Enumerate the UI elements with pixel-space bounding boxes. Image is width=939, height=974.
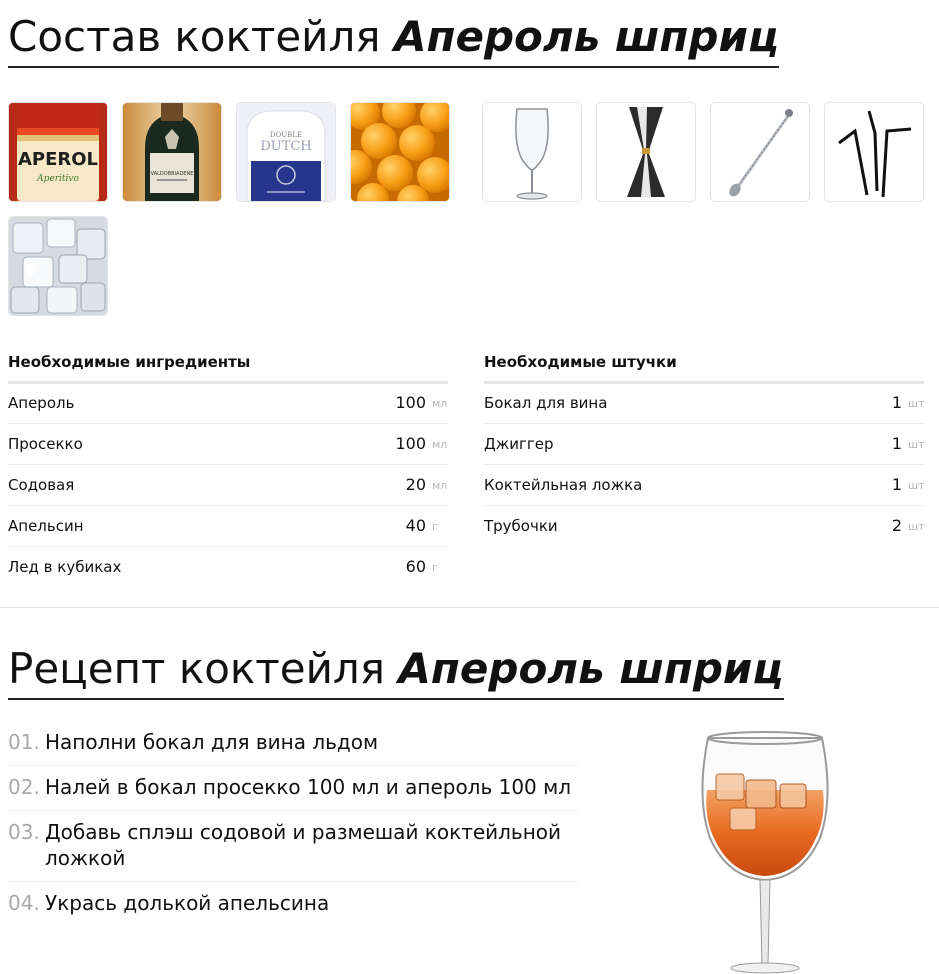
step-number: 01. xyxy=(8,730,40,754)
aperol-sub-text: Aperitivo xyxy=(37,174,79,184)
ingredients-list-title: Необходимые ингредиенты xyxy=(8,352,448,384)
step-text: Добавь сплэш содовой и размешай коктейльной ложкой xyxy=(45,820,562,870)
ingredient-qty: 40 xyxy=(405,516,426,535)
tool-qty: 1 xyxy=(891,434,902,453)
step-text: Укрась долькой апельсина xyxy=(45,891,330,915)
ingredient-row xyxy=(8,465,448,506)
ingredient-image-soda[interactable] xyxy=(236,102,336,202)
jigger-image xyxy=(597,103,695,201)
ingredient-image-prosecco[interactable] xyxy=(122,102,222,202)
tool-qty: 1 xyxy=(891,475,902,494)
recipe-step xyxy=(8,882,578,926)
ingredient-name: Апероль xyxy=(8,394,75,412)
tool-row xyxy=(484,506,924,546)
ingredient-image-orange[interactable] xyxy=(350,102,450,202)
ingredient-image-aperol[interactable] xyxy=(8,102,108,202)
tool-qty: 1 xyxy=(891,393,902,412)
tool-row xyxy=(484,383,924,424)
tool-row xyxy=(484,465,924,506)
ingredient-unit: мл xyxy=(432,397,448,410)
recipe-steps xyxy=(8,721,578,926)
wine-glass-image xyxy=(483,103,581,201)
tools-list-title: Необходимые штучки xyxy=(484,352,924,384)
tool-name: Джиггер xyxy=(484,435,554,453)
ingredient-unit: мл xyxy=(432,438,448,451)
tool-qty: 2 xyxy=(891,516,902,535)
step-text: Наполни бокал для вина льдом xyxy=(45,730,379,754)
ice-cubes-image xyxy=(9,217,107,315)
ingredient-row xyxy=(8,424,448,465)
ingredient-unit: мл xyxy=(432,479,448,492)
composition-title xyxy=(8,12,779,68)
tool-row xyxy=(484,424,924,465)
recipe-title-prefix: Рецепт коктейля xyxy=(8,644,386,693)
ingredient-unit: г xyxy=(432,520,438,533)
soda-label-text-2: DUTCH xyxy=(260,139,312,154)
ingredient-image-ice-cubes[interactable] xyxy=(8,216,108,316)
ingredients-list xyxy=(8,383,448,587)
straws-image xyxy=(825,103,923,201)
composition-title-prefix: Состав коктейля xyxy=(8,12,381,61)
oranges-image xyxy=(351,103,449,201)
ingredient-name: Апельсин xyxy=(8,517,84,535)
tool-unit: шт xyxy=(908,438,925,451)
aperol-bottle-image xyxy=(9,103,107,201)
soda-bottle-image xyxy=(237,103,335,201)
tool-name: Коктейльная ложка xyxy=(484,476,643,494)
step-number: 03. xyxy=(8,820,40,844)
ingredient-qty: 100 xyxy=(395,434,426,453)
bar-spoon-image xyxy=(711,103,809,201)
ingredient-name: Лед в кубиках xyxy=(8,558,122,576)
recipe-step xyxy=(8,721,578,766)
step-number: 02. xyxy=(8,775,40,799)
tool-image-bar-spoon[interactable] xyxy=(710,102,810,202)
aperol-label-text: APEROL xyxy=(17,149,99,170)
recipe-step xyxy=(8,811,578,882)
ingredient-row xyxy=(8,383,448,424)
recipe-title-cocktail-name: Апероль шприц xyxy=(398,644,784,693)
tool-unit: шт xyxy=(908,397,925,410)
ingredient-qty: 100 xyxy=(395,393,426,412)
tool-image-straws[interactable] xyxy=(824,102,924,202)
prosecco-label-text: VALDOBBIADENE xyxy=(150,171,194,177)
tools-list xyxy=(484,383,924,546)
tool-image-jigger[interactable] xyxy=(596,102,696,202)
cocktail-image xyxy=(690,728,840,974)
ingredient-unit: г xyxy=(432,561,438,574)
step-text: Налей в бокал просекко 100 мл и апероль 100 мл xyxy=(45,775,572,799)
ingredient-name: Содовая xyxy=(8,476,75,494)
ingredient-name: Просекко xyxy=(8,435,83,453)
ingredient-qty: 20 xyxy=(405,475,426,494)
tool-image-wine-glass[interactable] xyxy=(482,102,582,202)
ingredient-qty: 60 xyxy=(405,557,426,576)
tool-name: Бокал для вина xyxy=(484,394,608,412)
tool-unit: шт xyxy=(908,520,925,533)
soda-label-text-1: DOUBLE xyxy=(269,131,303,139)
ingredient-row xyxy=(8,547,448,587)
prosecco-bottle-image xyxy=(123,103,221,201)
tool-name: Трубочки xyxy=(484,517,558,535)
ingredient-row xyxy=(8,506,448,547)
step-number: 04. xyxy=(8,891,40,915)
recipe-step xyxy=(8,766,578,811)
recipe-title xyxy=(8,644,784,700)
tool-unit: шт xyxy=(908,479,925,492)
composition-title-cocktail-name: Апероль шприц xyxy=(393,12,780,61)
section-divider xyxy=(0,607,939,608)
